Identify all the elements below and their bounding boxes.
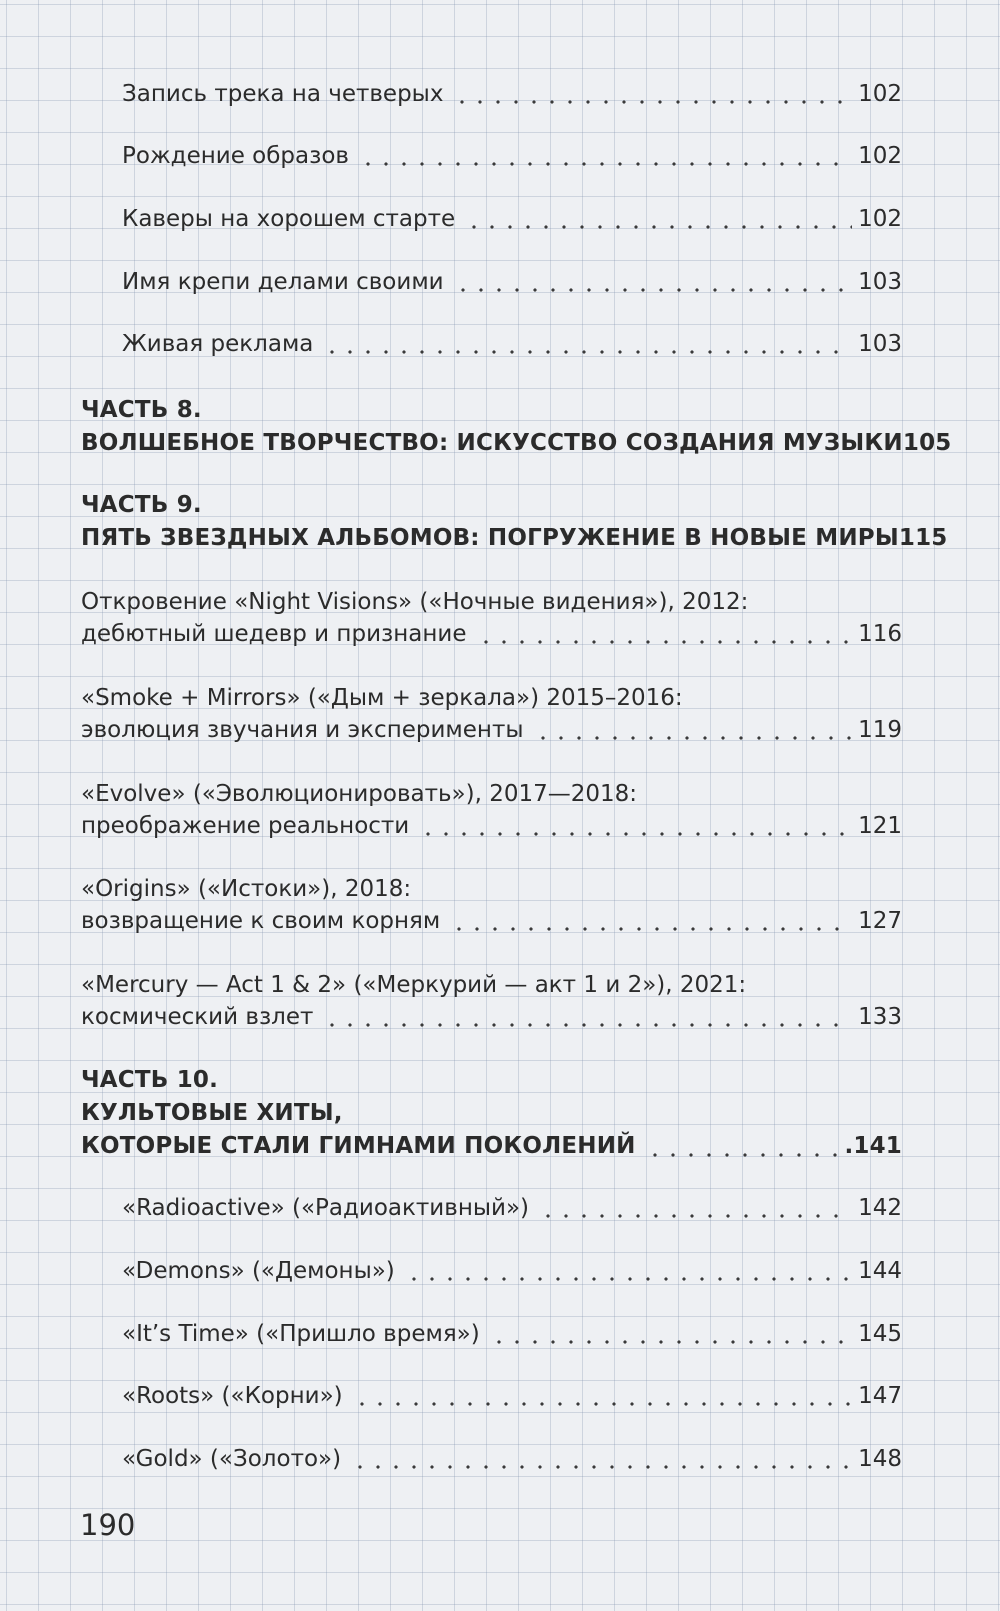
entry-page: 148 — [858, 1446, 902, 1472]
part-label: ЧАСТЬ 10. — [81, 1067, 219, 1093]
leader-dots — [642, 1134, 839, 1160]
toc-entry[interactable] — [122, 1443, 902, 1475]
entry-line2: эволюция звучания и эксперименты — [81, 717, 524, 743]
part-page: 115 — [898, 525, 948, 551]
entry-line1: Откровение «Night Visions» («Ночные видения»), 2012: — [81, 589, 749, 615]
toc-entry[interactable] — [122, 1192, 902, 1224]
leader-dots — [530, 717, 853, 743]
entry-page: 102 — [858, 81, 902, 107]
leader-dots — [535, 1195, 852, 1221]
leader-dots — [446, 908, 852, 934]
album-entry[interactable] — [81, 682, 902, 746]
part-page: 105 — [902, 430, 952, 456]
part-heading-10[interactable] — [81, 1064, 902, 1163]
entry-line1: «Mercury — Act 1 & 2» («Меркурий — акт 1 и 2»), 2021: — [81, 972, 747, 998]
entry-line2: возвращение к своим корням — [81, 908, 441, 934]
entry-title: «Demons» («Демоны») — [122, 1258, 395, 1284]
entry-title: «It’s Time» («Пришло время») — [122, 1321, 480, 1347]
entry-line2: дебютный шедевр и признание — [81, 621, 467, 647]
toc-entry[interactable] — [122, 1255, 902, 1287]
leader-dots — [449, 81, 852, 107]
leader-dots — [347, 1446, 852, 1472]
part-title-line1: КУЛЬТОВЫЕ ХИТЫ, — [81, 1100, 343, 1126]
leader-dots — [349, 1383, 852, 1409]
entry-page: 133 — [858, 1004, 902, 1030]
entry-page: 102 — [858, 206, 902, 232]
leader-dots — [415, 813, 852, 839]
entry-title: Запись трека на четверых — [122, 81, 444, 107]
entry-page: 144 — [858, 1258, 902, 1284]
part-label: ЧАСТЬ 9. — [81, 492, 202, 518]
leader-dots — [450, 269, 852, 295]
entry-page: 103 — [858, 331, 902, 357]
album-entry[interactable] — [81, 969, 902, 1033]
album-entry[interactable] — [81, 778, 902, 842]
album-entry[interactable] — [81, 873, 902, 937]
part-label: ЧАСТЬ 8. — [81, 397, 202, 423]
entry-title: Каверы на хорошем старте — [122, 206, 456, 232]
toc-entry[interactable] — [122, 266, 902, 298]
entry-page: 127 — [858, 908, 902, 934]
toc-entry[interactable] — [122, 203, 902, 235]
leader-dots — [473, 621, 853, 647]
entry-line1: «Evolve» («Эволюционировать»), 2017—2018: — [81, 781, 638, 807]
leader-dots — [486, 1321, 852, 1347]
leader-dots — [319, 331, 852, 357]
part-heading-8[interactable] — [81, 394, 952, 460]
page-number: 190 — [80, 1508, 136, 1542]
toc-entry[interactable] — [122, 1380, 902, 1412]
entry-line2: космический взлет — [81, 1004, 314, 1030]
album-entry[interactable] — [81, 586, 902, 650]
entry-title: «Radioactive» («Радиоактивный») — [122, 1195, 530, 1221]
entry-title: «Roots» («Корни») — [122, 1383, 343, 1409]
toc-entry[interactable] — [122, 1318, 902, 1350]
entry-title: Рождение образов — [122, 143, 349, 169]
toc-entry[interactable] — [122, 328, 902, 360]
entry-page: 119 — [858, 717, 902, 743]
entry-page: 147 — [858, 1383, 902, 1409]
entry-page: 121 — [858, 813, 902, 839]
leader-dots — [401, 1258, 852, 1284]
entry-page: 142 — [858, 1195, 902, 1221]
entry-line2: преображение реальности — [81, 813, 410, 839]
entry-page: 145 — [858, 1321, 902, 1347]
entry-line1: «Smoke + Mirrors» («Дым + зеркала») 2015–2016: — [81, 685, 683, 711]
part-page: .141 — [844, 1133, 902, 1159]
toc-entry[interactable] — [122, 78, 902, 110]
entry-line1: «Origins» («Истоки»), 2018: — [81, 876, 412, 902]
entry-title: «Gold» («Золото») — [122, 1446, 342, 1472]
leader-dots — [461, 206, 852, 232]
leader-dots — [319, 1004, 852, 1030]
part-title-line2: КОТОРЫЕ СТАЛИ ГИМНАМИ ПОКОЛЕНИЙ — [81, 1133, 636, 1159]
toc-entry[interactable] — [122, 140, 902, 172]
entry-page: 103 — [858, 269, 902, 295]
part-title: ПЯТЬ ЗВЕЗДНЫХ АЛЬБОМОВ: ПОГРУЖЕНИЕ В НОВЫЕ МИРЫ — [81, 525, 899, 551]
part-heading-9[interactable] — [81, 489, 948, 555]
entry-title: Имя крепи делами своими — [122, 269, 444, 295]
entry-page: 102 — [858, 143, 902, 169]
leader-dots — [355, 143, 852, 169]
entry-page: 116 — [858, 621, 902, 647]
part-title: ВОЛШЕБНОЕ ТВОРЧЕСТВО: ИСКУССТВО СОЗДАНИЯ МУЗЫКИ — [81, 430, 903, 456]
entry-title: Живая реклама — [122, 331, 314, 357]
